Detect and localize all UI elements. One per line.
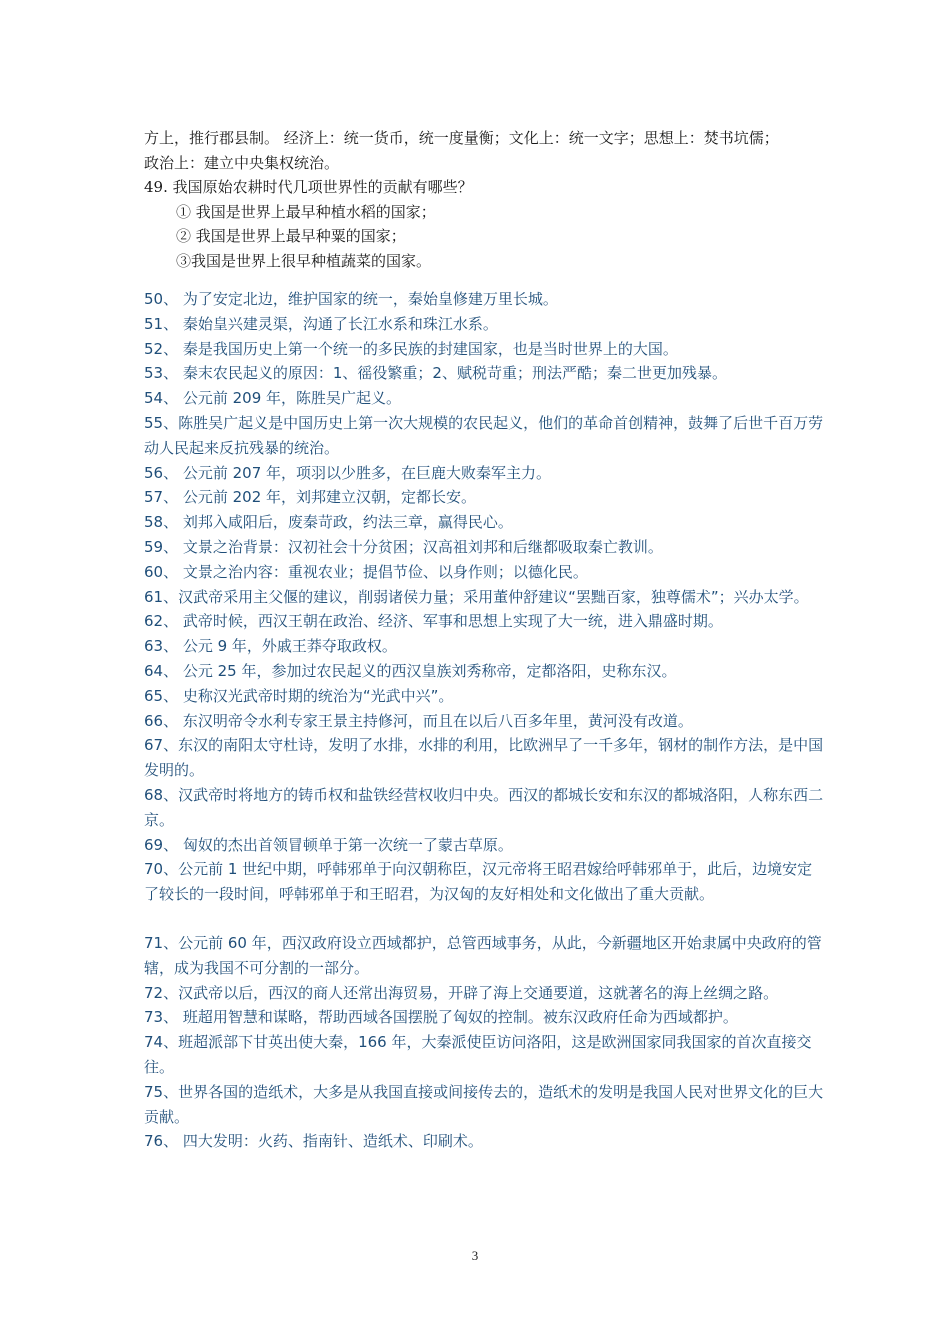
list-item: 57、 公元前 202 年，刘邦建立汉朝，定都长安。 — [144, 488, 477, 507]
list-item: 63、 公元 9 年，外戚王莽夺取政权。 — [144, 637, 397, 656]
list-item: 65、 史称汉光武帝时期的统治为“光武中兴”。 — [144, 686, 454, 705]
intro-line-1: 方上，推行郡县制。 经济上：统一货币，统一度量衡；文化上：统一文字；思想上：焚书坑儒； — [144, 129, 779, 147]
list-item: 72、汉武帝以后，西汉的商人还常出海贸易，开辟了海上交通要道，这就著名的海上丝绸之路。 — [144, 983, 779, 1002]
list-item: 76、 四大发明：火药、指南针、造纸术、印刷术。 — [144, 1132, 483, 1151]
list-item: 56、 公元前 207 年，项羽以少胜多，在巨鹿大败秦军主力。 — [144, 463, 552, 482]
list-item: 67、东汉的南阳太守杜诗，发明了水排，水排的利用，比欧洲早了一千多年，钢材的制作方法，是中国发明的。 — [144, 736, 824, 780]
list-item: 58、 刘邦入咸阳后，废秦苛政，约法三章，赢得民心。 — [144, 513, 513, 532]
list-item: 59、 文景之治背景：汉初社会十分贫困；汉高祖刘邦和后继都吸取秦亡教训。 — [144, 537, 663, 556]
paragraph-gap — [144, 907, 824, 931]
list-item: 55、陈胜吴广起义是中国历史上第一次大规模的农民起义，他们的革命首创精神，鼓舞了后世千百万劳动人民起来反抗残暴的统治。 — [144, 413, 824, 457]
items-list — [144, 287, 824, 1154]
answer-3: ③我国是世界上很早种植蔬菜的国家。 — [176, 251, 432, 270]
list-item: 62、 武帝时候，西汉王朝在政治、经济、军事和思想上实现了大一统，进入鼎盛时期。 — [144, 612, 723, 631]
list-item: 69、 匈奴的杰出首领冒顿单于第一次统一了蒙古草原。 — [144, 835, 513, 854]
answer-1: ① 我国是世界上最早种植水稻的国家； — [176, 202, 436, 221]
list-item: 66、 东汉明帝令水利专家王景主持修河，而且在以后八百多年里，黄河没有改道。 — [144, 711, 693, 730]
list-item: 52、 秦是我国历史上第一个统一的多民族的封建国家，也是当时世界上的大国。 — [144, 339, 678, 358]
list-item: 71、公元前 60 年，西汉政府设立西域都护，总管西域事务，从此，今新疆地区开始隶属中央政府的管辖，成为我国不可分割的一部分。 — [144, 933, 822, 977]
list-item: 74、班超派部下甘英出使大秦，166 年，大秦派使臣访问洛阳，这是欧洲国家同我国家的首次直接交往。 — [144, 1033, 812, 1076]
list-item: 68、汉武帝时将地方的铸币权和盐铁经营权收归中央。西汉的都城长安和东汉的都城洛阳，人称东西二京。 — [144, 785, 824, 829]
list-item: 64、 公元 25 年，参加过农民起义的西汉皇族刘秀称帝，定都洛阳，史称东汉。 — [144, 661, 677, 680]
answer-2: ② 我国是世界上最早种粟的国家； — [176, 227, 406, 245]
intro-line-2: 政治上：建立中央集权统治。 — [144, 153, 340, 172]
list-item: 60、 文景之治内容：重视农业；提倡节俭、以身作则；以德化民。 — [144, 562, 588, 581]
list-item: 54、 公元前 209 年，陈胜吴广起义。 — [144, 389, 402, 408]
list-item: 50、 为了安定北边，维护国家的统一，秦始皇修建万里长城。 — [144, 290, 558, 308]
question-49: 49. 我国原始农耕时代几项世界性的贡献有哪些？ — [144, 178, 473, 196]
list-item: 70、公元前 1 世纪中期，呼韩邪单于向汉朝称臣，汉元帝将王昭君嫁给呼韩邪单于，此后，边境安定了较长的一段时间，呼韩邪单于和王昭君，为汉匈的友好相处和文化做出了重大贡献。 — [144, 860, 813, 904]
list-item: 73、 班超用智慧和谋略，帮助西域各国摆脱了匈奴的控制。被东汉政府任命为西域都护。 — [144, 1008, 738, 1027]
list-item: 75、世界各国的造纸术，大多是从我国直接或间接传去的，造纸术的发明是我国人民对世界文化的巨大贡献。 — [144, 1082, 824, 1126]
list-item: 51、 秦始皇兴建灵渠，沟通了长江水系和珠江水系。 — [144, 314, 498, 333]
intro-section — [144, 126, 824, 273]
list-item: 53、 秦末农民起义的原因：1、徭役繁重；2、赋税苛重；刑法严酷；秦二世更加残暴。 — [144, 364, 727, 383]
list-item: 61、汉武帝采用主父偃的建议，削弱诸侯力量；采用董仲舒建议“罢黜百家，独尊儒术”；兴办太学。 — [144, 587, 809, 606]
page-number: 3 — [471, 1248, 479, 1263]
